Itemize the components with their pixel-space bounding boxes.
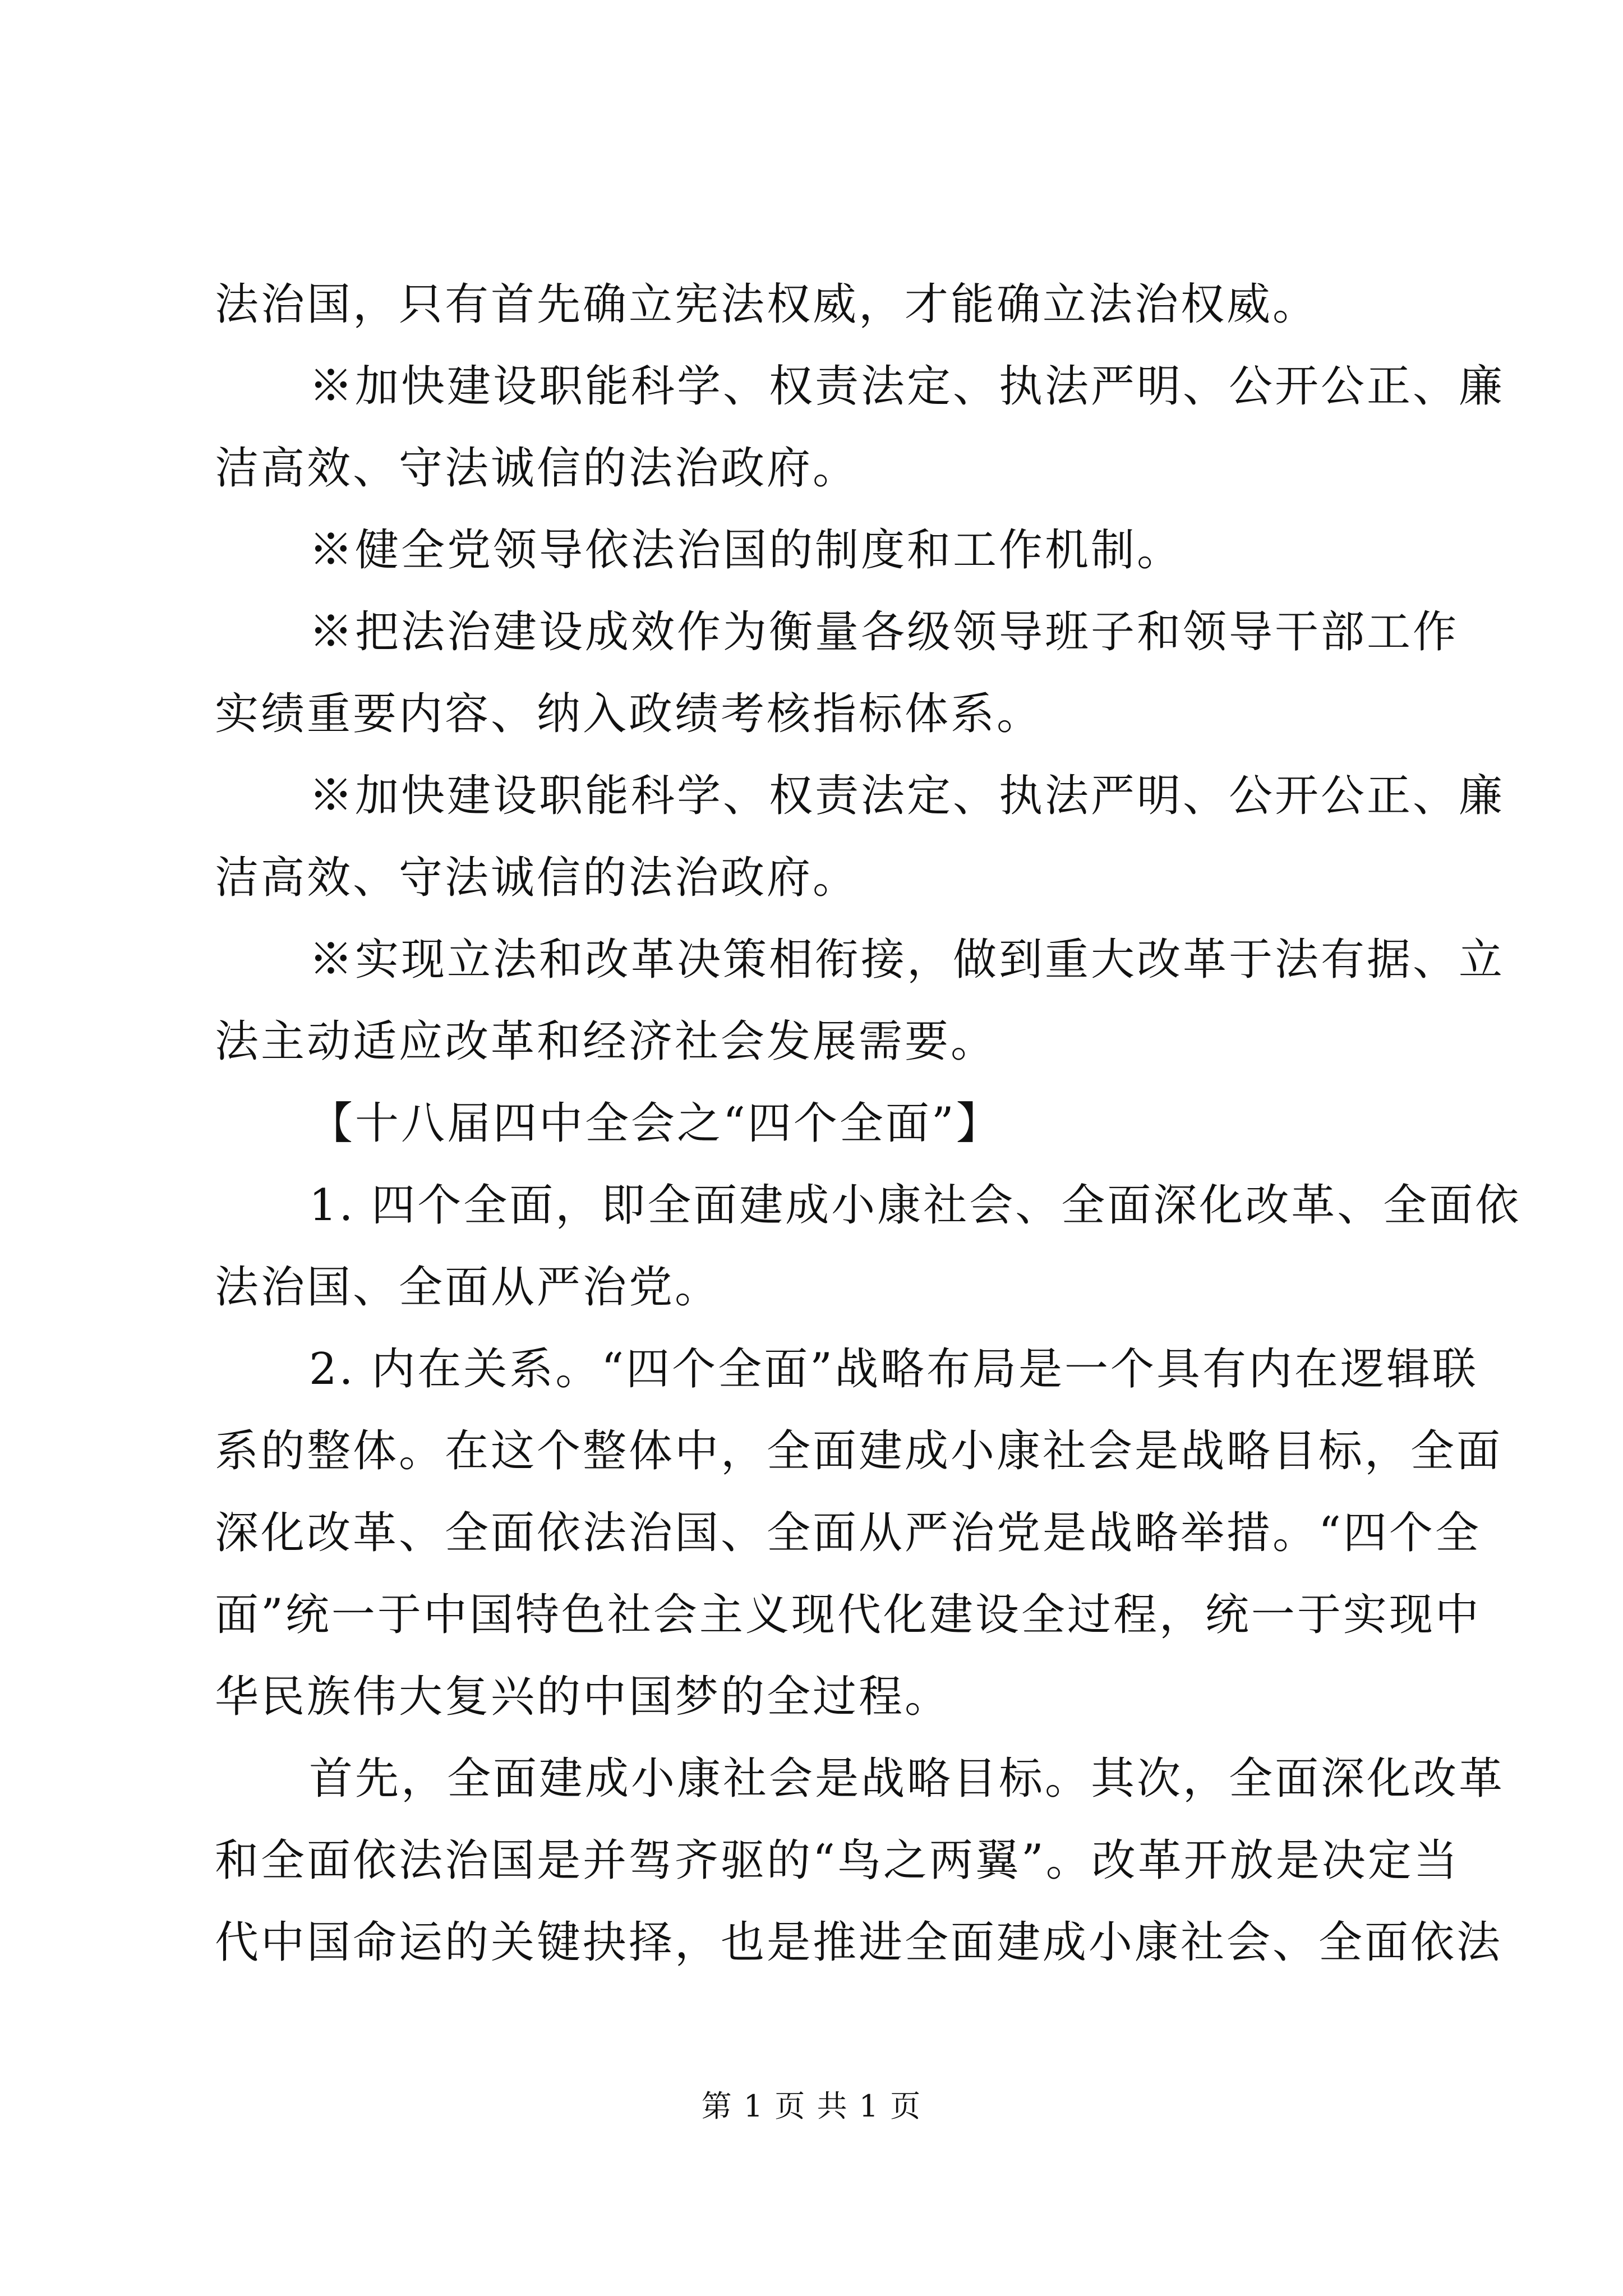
text-line: 系的整体。在这个整体中，全面建成小康社会是战略目标，全面 xyxy=(215,1426,1503,1476)
text-line: 实绩重要内容、纳入政绩考核指标体系。 xyxy=(215,689,1043,739)
text-line: 深化改革、全面依法治国、全面从严治党是战略举措。“四个全 xyxy=(215,1508,1481,1558)
text-line: ※把法治建设成效作为衡量各级领导班子和领导干部工作 xyxy=(309,607,1459,657)
text-line: ※加快建设职能科学、权责法定、执法严明、公开公正、廉 xyxy=(309,361,1505,412)
text-line: 法治国，只有首先确立宪法权威，才能确立法治权威。 xyxy=(215,279,1319,330)
text-line: ※加快建设职能科学、权责法定、执法严明、公开公正、廉 xyxy=(309,771,1505,821)
document-body xyxy=(215,264,1521,1984)
text-line: 洁高效、守法诚信的法治政府。 xyxy=(215,443,859,494)
text-line: 首先，全面建成小康社会是战略目标。其次，全面深化改革 xyxy=(309,1754,1505,1804)
text-line: 法主动适应改革和经济社会发展需要。 xyxy=(215,1016,997,1067)
text-line: ※健全党领导依法治国的制度和工作机制。 xyxy=(309,525,1183,576)
section-heading: 【十八届四中全会之“四个全面”】 xyxy=(309,1098,1002,1149)
text-line: 洁高效、守法诚信的法治政府。 xyxy=(215,853,859,903)
text-line: 华民族伟大复兴的中国梦的全过程。 xyxy=(215,1672,951,1722)
text-line: 2. 内在关系。“四个全面”战略布局是一个具有内在逻辑联 xyxy=(309,1344,1478,1395)
page-footer: 第 1 页 共 1 页 xyxy=(701,2088,922,2124)
text-line: 面”统一于中国特色社会主义现代化建设全过程，统一于实现中 xyxy=(215,1590,1481,1640)
text-line: 代中国命运的关键抉择，也是推进全面建成小康社会、全面依法 xyxy=(215,1917,1503,1968)
text-line: ※实现立法和改革决策相衔接，做到重大改革于法有据、立 xyxy=(309,935,1505,985)
text-line: 法治国、全面从严治党。 xyxy=(215,1262,721,1313)
text-line: 1. 四个全面，即全面建成小康社会、全面深化改革、全面依 xyxy=(309,1180,1521,1231)
text-line: 和全面依法治国是并驾齐驱的“鸟之两翼”。改革开放是决定当 xyxy=(215,1835,1460,1886)
